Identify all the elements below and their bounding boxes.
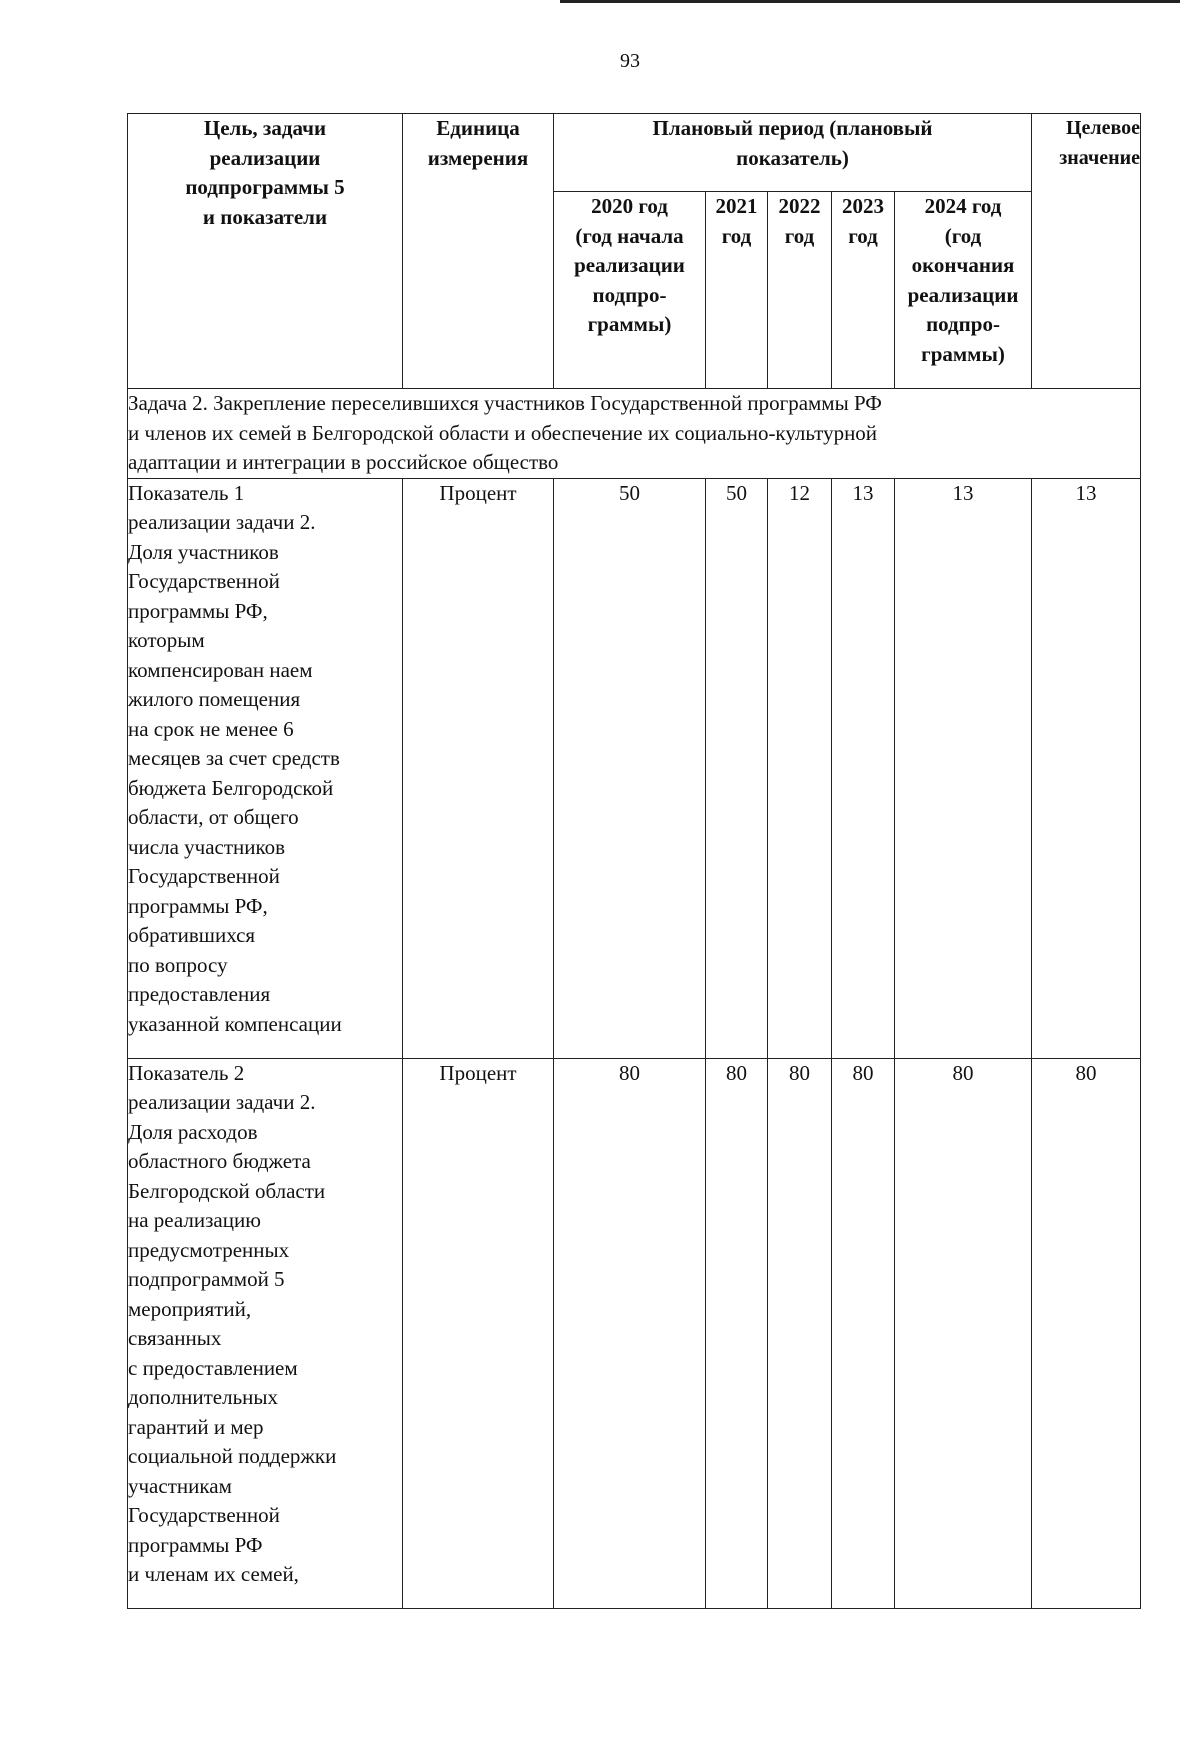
indicator-1-name: Показатель 1 реализации задачи 2. Доля участников Государственной программы РФ, которым компенсирован наем жилого помещения на срок не менее 6 месяцев за счет средств бюджета Белгородской области, от общего числа участников Государственной программы РФ, обратившихся по вопросу предоставления указанной компенсации [128, 478, 403, 1058]
table-row [128, 478, 1141, 1058]
indicator-2-value-2024: 80 [895, 1058, 1032, 1608]
table-row [128, 1058, 1141, 1608]
header-row-1 [128, 114, 1141, 192]
indicator-1-value-2023: 13 [832, 478, 895, 1058]
indicator-2-target: 80 [1032, 1058, 1141, 1608]
indicator-2-value-2021: 80 [706, 1058, 768, 1608]
task-2-text: Задача 2. Закрепление переселившихся участников Государственной программы РФ и членов их семей в Белгородской области и обеспечение их социально-культурной адаптации и интеграции в российское общество [128, 389, 1141, 479]
header-year-2023: 2023 год [832, 192, 895, 389]
header-unit: Единица измерения [403, 114, 554, 389]
indicator-1-value-2021: 50 [706, 478, 768, 1058]
indicator-2-name: Показатель 2 реализации задачи 2. Доля расходов областного бюджета Белгородской области на реализацию предусмотренных подпрограммой 5 мероприятий, связанных с предоставлением дополнительных гарантий и мер социальной поддержки участникам Государственной программы РФ и членам их семей, [128, 1058, 403, 1608]
indicator-1-value-2022: 12 [768, 478, 832, 1058]
indicator-2-value-2020: 80 [554, 1058, 706, 1608]
indicators-table [127, 113, 1141, 1609]
indicator-2-value-2023: 80 [832, 1058, 895, 1608]
indicator-1-target: 13 [1032, 478, 1141, 1058]
task-row [128, 389, 1141, 479]
header-year-2022: 2022 год [768, 192, 832, 389]
indicator-1-value-2024: 13 [895, 478, 1032, 1058]
header-year-2020: 2020 год (год начала реализации подпро- граммы) [554, 192, 706, 389]
indicator-1-unit: Процент [403, 478, 554, 1058]
indicator-1-value-2020: 50 [554, 478, 706, 1058]
header-target: Целевое значение [1032, 114, 1141, 389]
header-goal: Цель, задачи реализации подпрограммы 5 и показатели [128, 114, 403, 389]
header-year-2021: 2021 год [706, 192, 768, 389]
top-rule [560, 0, 1180, 3]
page-number: 93 [620, 50, 640, 72]
header-period: Плановый период (плановый показатель) [554, 114, 1032, 192]
header-year-2024: 2024 год (год окончания реализации подпро- граммы) [895, 192, 1032, 389]
indicator-2-value-2022: 80 [768, 1058, 832, 1608]
indicator-2-unit: Процент [403, 1058, 554, 1608]
